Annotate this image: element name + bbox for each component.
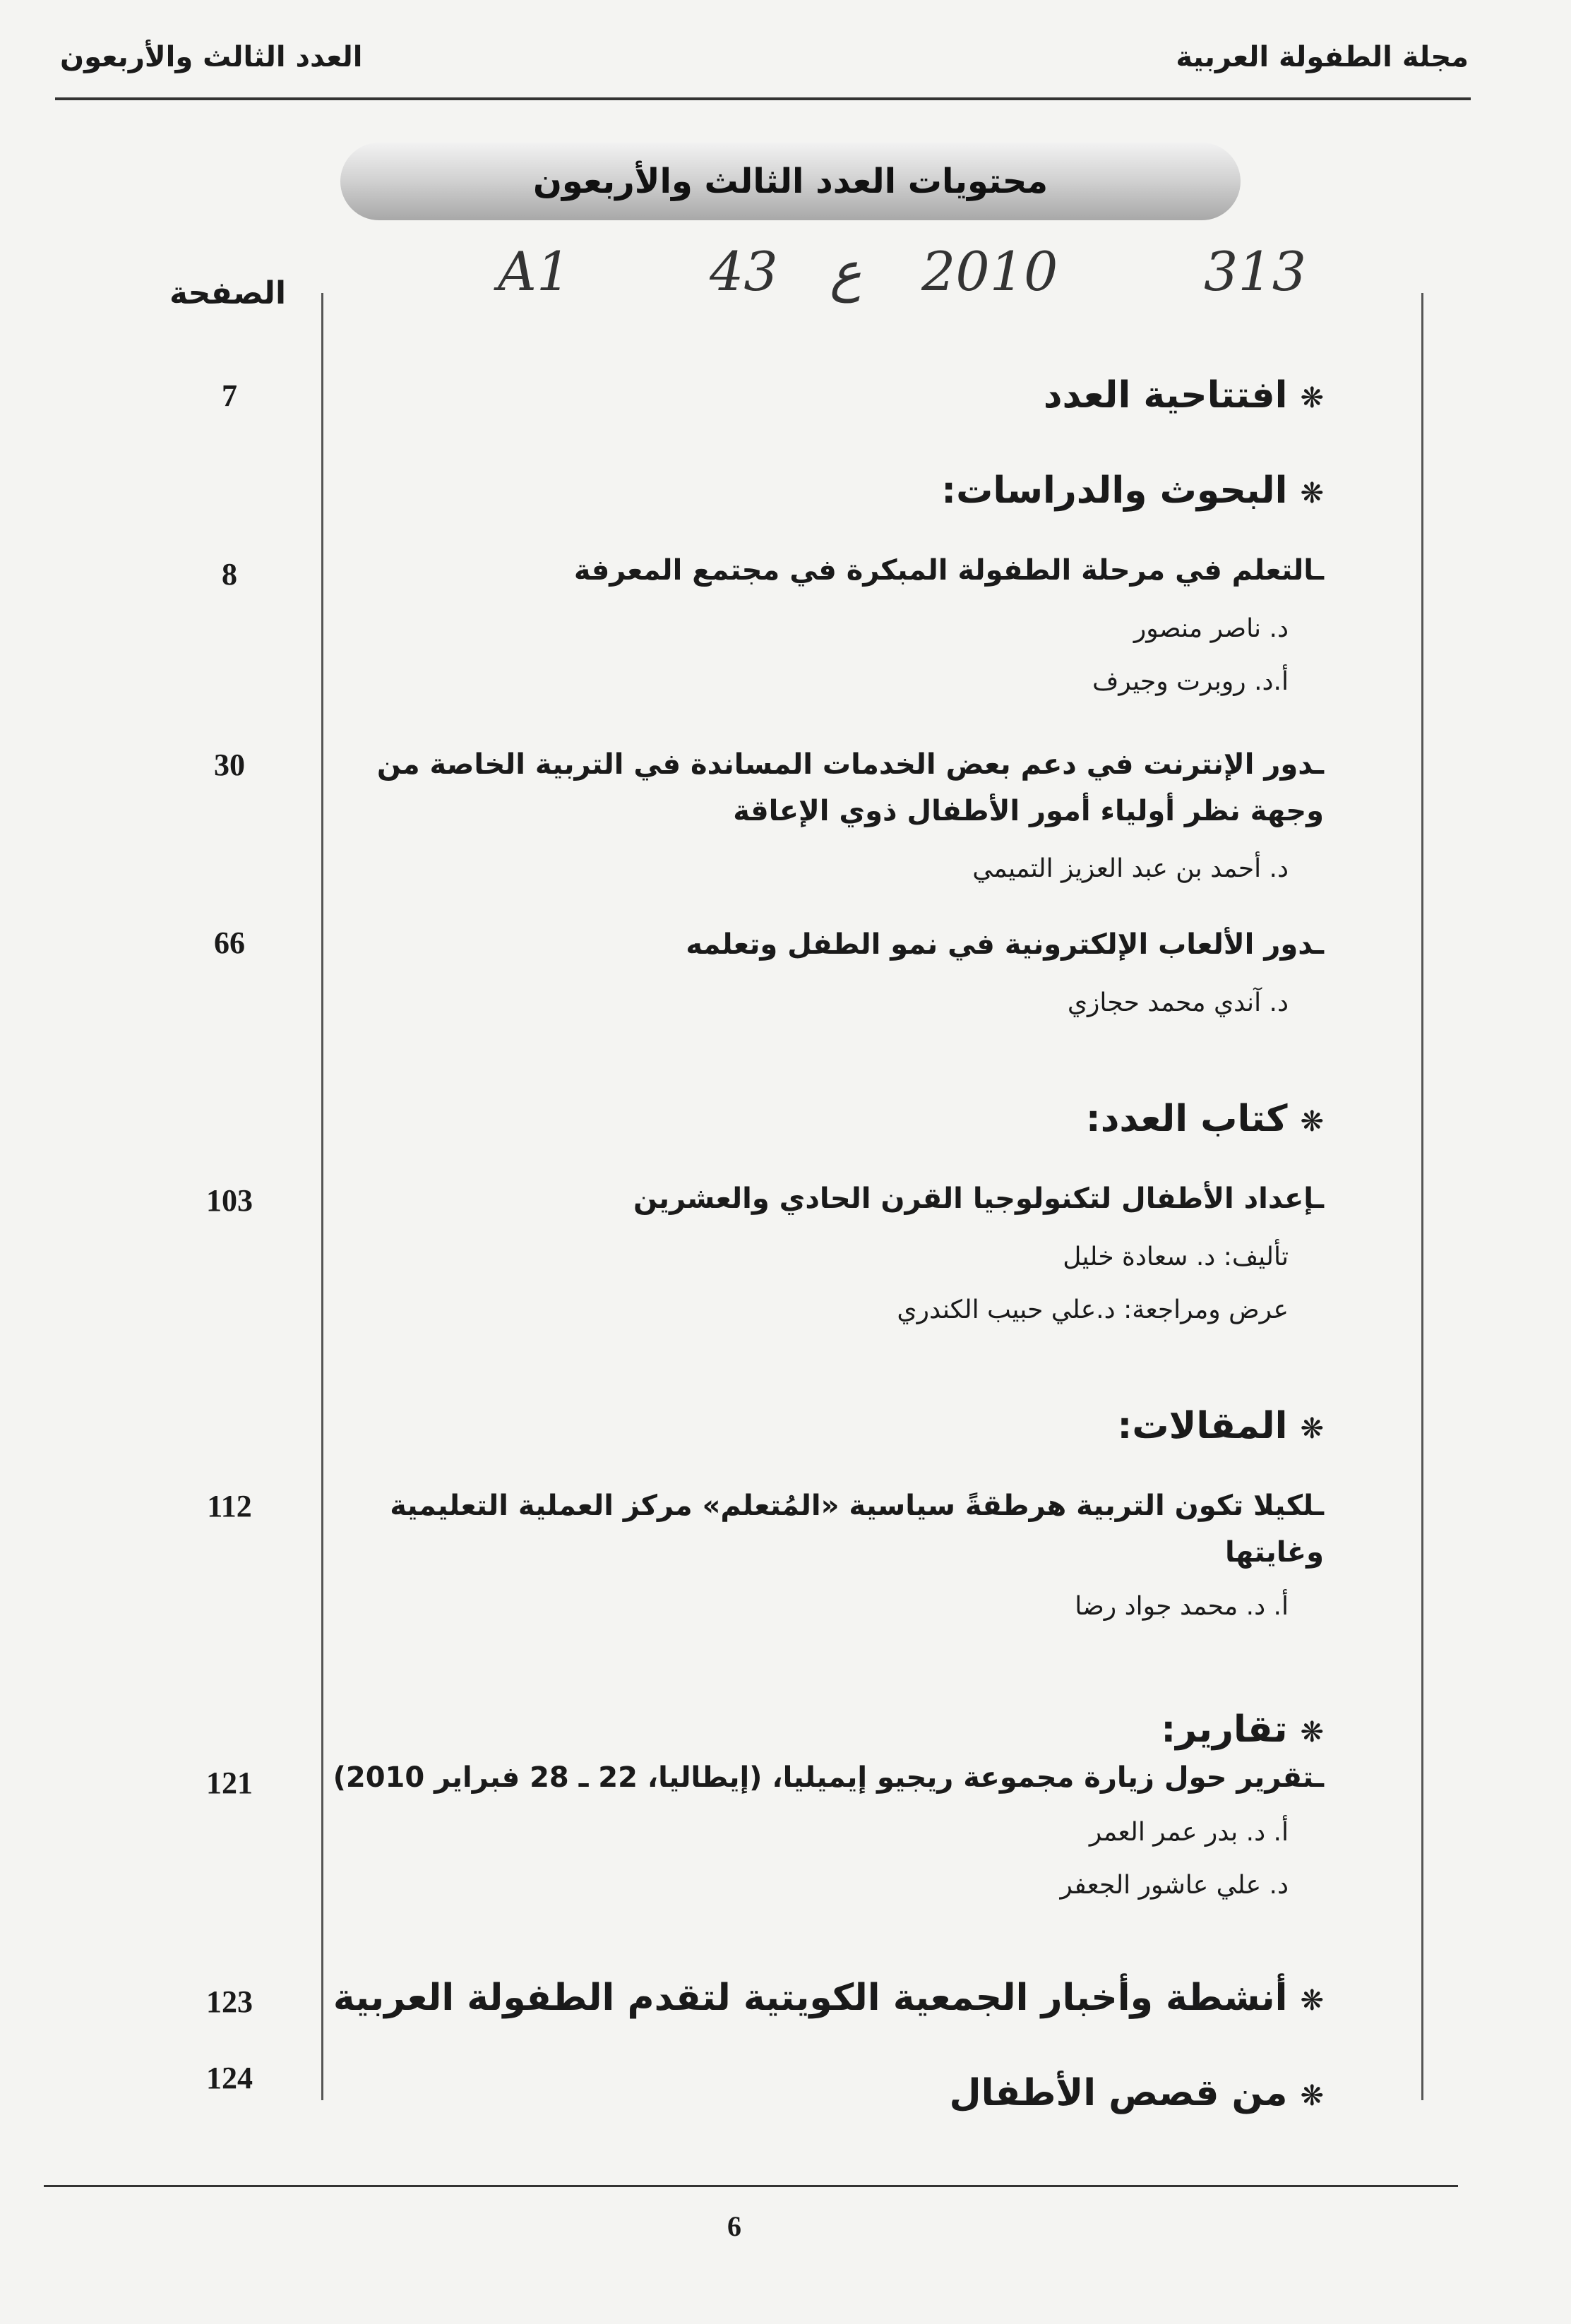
margin-line xyxy=(1421,293,1423,2100)
section-articles xyxy=(1118,1405,1324,1447)
handwritten-part: A1 xyxy=(498,240,571,303)
author: د. أحمد بن عبد العزيز التميمي xyxy=(972,854,1289,883)
section-title: افتتاحية العدد xyxy=(1043,374,1288,417)
author: أ. د. محمد جواد رضا xyxy=(1075,1592,1289,1621)
column-divider xyxy=(321,293,323,2100)
section-title: أنشطة وأخبار الجمعية الكويتية لتقدم الطفولة العربية xyxy=(333,1977,1288,2019)
bullet-icon: ❋ xyxy=(1300,1716,1324,1749)
page-number: 112 xyxy=(207,1489,252,1523)
page-number: 66 xyxy=(214,926,245,960)
handwritten-part: 43 xyxy=(710,240,778,303)
handwritten-part: 2010 xyxy=(921,240,1058,303)
section-title: البحوث والدراسات: xyxy=(941,469,1288,512)
header-rule xyxy=(55,97,1471,100)
section-editorial xyxy=(1044,374,1324,417)
author: عرض ومراجعة: د.علي حبيب الكندري xyxy=(897,1295,1289,1324)
handwritten-part: ع xyxy=(830,240,862,303)
section-reports xyxy=(1161,1708,1324,1751)
page-number: 103 xyxy=(206,1183,253,1218)
author: تأليف: د. سعادة خليل xyxy=(1063,1242,1289,1271)
author: د. علي عاشور الجعفر xyxy=(1060,1871,1289,1900)
section-title: تقارير: xyxy=(1161,1708,1288,1751)
footer-page-number: 6 xyxy=(727,2210,741,2242)
article-title: ـإعداد الأطفال لتكنولوجيا القرن الحادي والعشرين xyxy=(633,1182,1324,1215)
article-title: ـدور الألعاب الإلكترونية في نمو الطفل وتعلمه xyxy=(686,928,1324,961)
article-title: ـدور الإنترنت في دعم بعض الخدمات المساندة في التربية الخاصة من وجهة نظر أولياء أمور الأطفال ذوي الإعاقة xyxy=(376,748,1324,827)
page-number: 30 xyxy=(214,748,245,782)
bullet-icon: ❋ xyxy=(1300,477,1324,510)
section-research xyxy=(941,469,1324,512)
handwritten-part: 313 xyxy=(1204,240,1307,303)
author: أ.د. روبرت وجيرف xyxy=(1092,667,1289,696)
page-number: 123 xyxy=(206,1984,253,2019)
contents-title: محتويات العدد الثالث والأربعون xyxy=(532,162,1049,201)
section-stories xyxy=(949,2072,1324,2114)
section-activities xyxy=(333,1977,1324,2019)
page-number: 7 xyxy=(222,378,237,413)
section-book xyxy=(1086,1098,1324,1140)
bullet-icon: ❋ xyxy=(1300,1106,1324,1138)
bullet-icon: ❋ xyxy=(1300,382,1324,414)
bullet-icon: ❋ xyxy=(1300,1984,1324,2017)
page-number: 8 xyxy=(222,557,237,592)
section-title: المقالات: xyxy=(1117,1405,1288,1447)
page-column-label: الصفحة xyxy=(169,275,287,311)
bullet-icon: ❋ xyxy=(1300,1413,1324,1445)
bullet-icon: ❋ xyxy=(1300,2080,1324,2112)
section-title: كتاب العدد: xyxy=(1085,1098,1288,1140)
article-title: ـلكيلا تكون التربية هرطقةً سياسية «المُتعلم» مركز العملية التعليمية وغايتها xyxy=(390,1490,1324,1569)
section-title: من قصص الأطفال xyxy=(949,2072,1288,2114)
issue-name: العدد الثالث والأربعون xyxy=(60,41,363,73)
page-number: 121 xyxy=(206,1766,253,1800)
page-number: 124 xyxy=(206,2061,253,2095)
author: د. آندي محمد حجازي xyxy=(1067,988,1289,1017)
footer-rule xyxy=(44,2185,1458,2187)
article-title: ـالتعلم في مرحلة الطفولة المبكرة في مجتمع المعرفة xyxy=(573,554,1324,587)
article-title: ـتقرير حول زيارة مجموعة ريجيو إيميليا، (إيطاليا، 22 ـ 28 فبراير 2010) xyxy=(333,1761,1324,1794)
handwritten-note xyxy=(498,240,1331,325)
author: د. ناصر منصور xyxy=(1133,614,1289,643)
journal-name: مجلة الطفولة العربية xyxy=(1176,41,1469,73)
author: أ. د. بدر عمر العمر xyxy=(1089,1818,1289,1847)
contents-title-banner xyxy=(340,143,1241,220)
